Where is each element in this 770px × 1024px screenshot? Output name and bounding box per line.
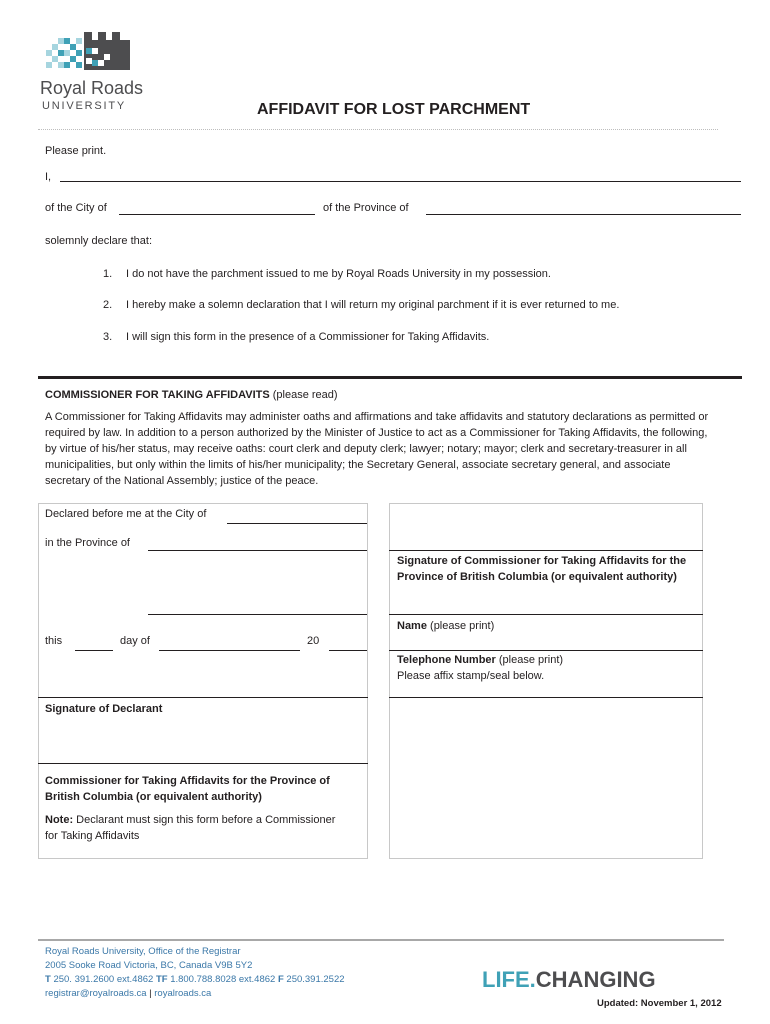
province-label: of the Province of — [323, 202, 409, 214]
declarant-box — [38, 503, 368, 859]
declared-province-field-2[interactable] — [148, 614, 367, 615]
note-line2: for Taking Affidavits — [45, 830, 140, 842]
note-label: Note: — [45, 814, 74, 826]
footer-email-link[interactable]: registrar@royalroads.ca — [45, 988, 147, 999]
logo-subname: UNIVERSITY — [42, 100, 127, 112]
city-field[interactable] — [119, 214, 315, 215]
year-label: 20 — [307, 635, 320, 647]
slogan-part2: CHANGING — [535, 967, 656, 992]
i-label: I, — [45, 171, 52, 183]
declared-city-field[interactable] — [227, 523, 367, 524]
city-label: of the City of — [45, 202, 107, 214]
footer-f-label: F — [277, 974, 284, 985]
declared-province-field[interactable] — [148, 550, 367, 551]
name-field[interactable] — [60, 181, 741, 182]
item-text: I hereby make a solemn declaration that I will return my original parchment if it is ever returned to me. — [126, 299, 620, 311]
name-print-label — [397, 619, 494, 633]
footer-office: Royal Roads University, Office of the Registrar — [45, 946, 241, 957]
declared-label: Declared before me at the City of — [45, 508, 207, 520]
signature-declarant-line[interactable] — [38, 763, 368, 764]
item-text: I do not have the parchment issued to me by Royal Roads University in my possession. — [126, 268, 551, 280]
footer-phones — [45, 973, 345, 987]
footer-divider — [38, 939, 724, 941]
declare-label: solemnly declare that: — [45, 235, 152, 247]
logo — [40, 28, 150, 113]
left-province-label: in the Province of — [45, 537, 130, 549]
this-label: this — [45, 635, 63, 647]
footer-t-label: T — [45, 974, 51, 985]
footer-separator: | — [149, 988, 152, 999]
signature-declarant-label: Signature of Declarant — [45, 703, 163, 715]
day-of-label: day of — [120, 635, 150, 647]
commissioner-name-line[interactable] — [389, 650, 703, 651]
year-field[interactable] — [329, 650, 367, 651]
footer-address: 2005 Sooke Road Victoria, BC, Canada V9B 5Y2 — [45, 960, 253, 971]
note-text: Declarant must sign this form before a Commissioner — [76, 814, 336, 826]
stamp-note: Please affix stamp/seal below. — [397, 670, 545, 682]
commissioner-body: A Commissioner for Taking Affidavits may administer oaths and affirmations and take affidavits and statutory declarations as permitted or required by law. In addition to a person authorized by the Minister of Justice to act as a Commissioner for Taking Affidavits, the following, by virtue of his/her status, may receive oaths: court clerk and deputy clerk; lawyer; notary; mayor; clerk and secretary-treasurer in all municipalities, but only within the limits of his/her municipality; the Secretary General, associate secretary general, and associate secretary of the National Assembly; justice of the peace. — [45, 411, 709, 487]
logo-name: Royal Roads — [40, 78, 144, 98]
phone-note: (please print) — [498, 654, 564, 666]
footer-tf-value: 1.800.788.8028 ext.4862 — [170, 974, 276, 985]
item-number: 3. — [103, 331, 113, 343]
item-number: 1. — [103, 268, 113, 280]
item-number: 2. — [103, 299, 113, 311]
commissioner-signature-line[interactable] — [389, 550, 703, 551]
day-field[interactable] — [75, 650, 113, 651]
logo-mark-icon — [40, 28, 140, 76]
page-title: AFFIDAVIT FOR LOST PARCHMENT — [257, 101, 531, 118]
note-line1 — [45, 813, 335, 827]
left-commissioner-line2: British Columbia (or equivalent authority) — [45, 791, 262, 803]
right-signature-line2: Province of British Columbia (or equivalent authority) — [397, 571, 677, 583]
commissioner-heading-note: (please read) — [272, 389, 338, 401]
left-commissioner-line1: Commissioner for Taking Affidavits for the Province of — [45, 775, 330, 787]
slogan-part1: LIFE. — [482, 967, 536, 992]
footer-tf-label: TF — [155, 974, 168, 985]
right-divider-1 — [389, 614, 703, 615]
updated-date: Updated: November 1, 2012 — [597, 998, 722, 1009]
phone-print-label — [397, 653, 563, 667]
item-text: I will sign this form in the presence of a Commissioner for Taking Affidavits. — [126, 331, 490, 343]
please-print-label: Please print. — [45, 145, 107, 157]
name-note: (please print) — [430, 620, 495, 632]
right-signature-line1: Signature of Commissioner for Taking Affidavits for the — [397, 555, 687, 567]
footer-website-link[interactable]: royalroads.ca — [154, 988, 212, 999]
commissioner-heading-text: COMMISSIONER FOR TAKING AFFIDAVITS — [45, 389, 270, 401]
province-field[interactable] — [426, 214, 741, 215]
name-label: Name — [397, 620, 427, 632]
footer-t-value: 250. 391.2600 ext.4862 — [53, 974, 154, 985]
section-divider — [38, 376, 742, 379]
footer-f-value: 250.391.2522 — [286, 974, 345, 985]
declarant-divider — [38, 697, 368, 698]
phone-label: Telephone Number — [397, 654, 496, 666]
commissioner-phone-line[interactable] — [389, 697, 703, 698]
month-field[interactable] — [159, 650, 300, 651]
commissioner-heading — [45, 388, 338, 402]
title-divider — [38, 129, 718, 130]
footer-contact — [45, 987, 211, 1001]
footer-slogan — [482, 966, 656, 994]
